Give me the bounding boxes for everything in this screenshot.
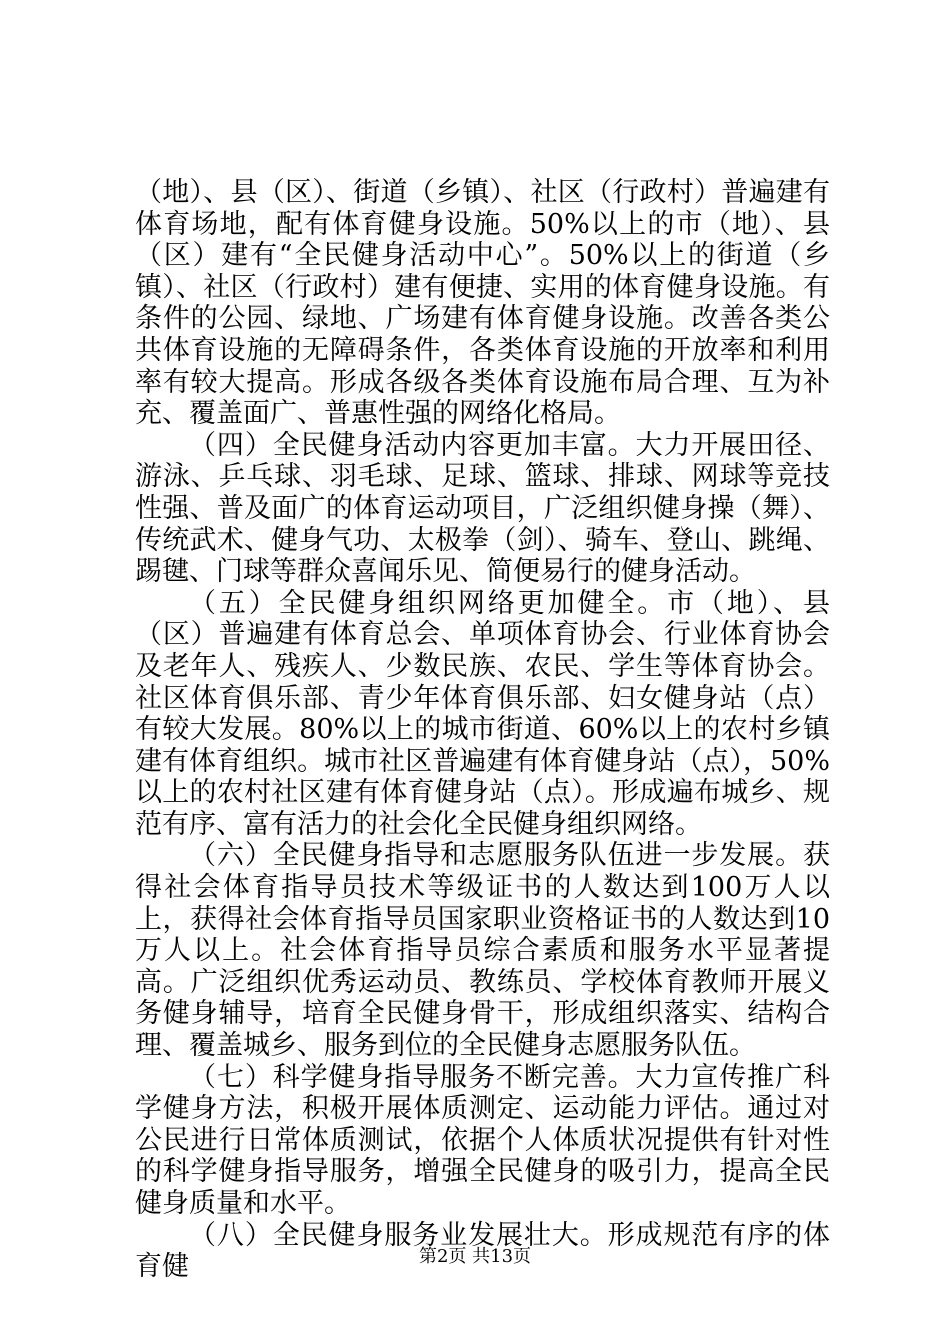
document-body bbox=[135, 177, 830, 1283]
paragraph-section-7: （七）科学健身指导服务不断完善。大力宣传推广科学健身方法，积极开展体质测定、运动能力评估。通过对公民进行日常体质测试，依据个人体质状况提供有针对性的科学健身指导服务，增强全民健身的吸引力，提高全民健身质量和水平。 bbox=[135, 1061, 830, 1219]
paragraph-continued: （地）、县（区）、街道（乡镇）、社区（行政村）普遍建有体育场地，配有体育健身设施。50%以上的市（地）、县（区）建有“全民健身活动中心”。50%以上的街道（乡镇）、社区（行政村）建有便捷、实用的体育健身设施。有条件的公园、绿地、广场建有体育健身设施。改善各类公共体育设施的无障碍条件，各类体育设施的开放率和利用率有较大提高。形成各级各类体育设施布局合理、互为补充、覆盖面广、普惠性强的网络化格局。 bbox=[135, 177, 830, 430]
page-footer: 第2页 共13页 bbox=[418, 1246, 532, 1267]
paragraph-section-5: （五）全民健身组织网络更加健全。市（地）、县（区）普遍建有体育总会、单项体育协会、行业体育协会及老年人、残疾人、少数民族、农民、学生等体育协会。社区体育俱乐部、青少年体育俱乐部、妇女健身站（点）有较大发展。80%以上的城市街道、60%以上的农村乡镇建有体育组织。城市社区普遍建有体育健身站（点），50%以上的农村社区建有体育健身站（点）。形成遍布城乡、规范有序、富有活力的社会化全民健身组织网络。 bbox=[135, 587, 830, 840]
paragraph-section-6: （六）全民健身指导和志愿服务队伍进一步发展。获得社会体育指导员技术等级证书的人数达到100万人以上，获得社会体育指导员国家职业资格证书的人数达到10万人以上。社会体育指导员综合素质和服务水平显著提高。广泛组织优秀运动员、教练员、学校体育教师开展义务健身辅导，培育全民健身骨干，形成组织落实、结构合理、覆盖城乡、服务到位的全民健身志愿服务队伍。 bbox=[135, 840, 830, 1062]
paragraph-section-4: （四）全民健身活动内容更加丰富。大力开展田径、游泳、乒乓球、羽毛球、足球、篮球、排球、网球等竞技性强、普及面广的体育运动项目，广泛组织健身操（舞）、传统武术、健身气功、太极拳（剑）、骑车、登山、跳绳、踢毽、门球等群众喜闻乐见、简便易行的健身活动。 bbox=[135, 429, 830, 588]
paragraph-section-8: （八）全民健身服务业发展壮大。形成规范有序的体育健 bbox=[135, 1219, 830, 1283]
